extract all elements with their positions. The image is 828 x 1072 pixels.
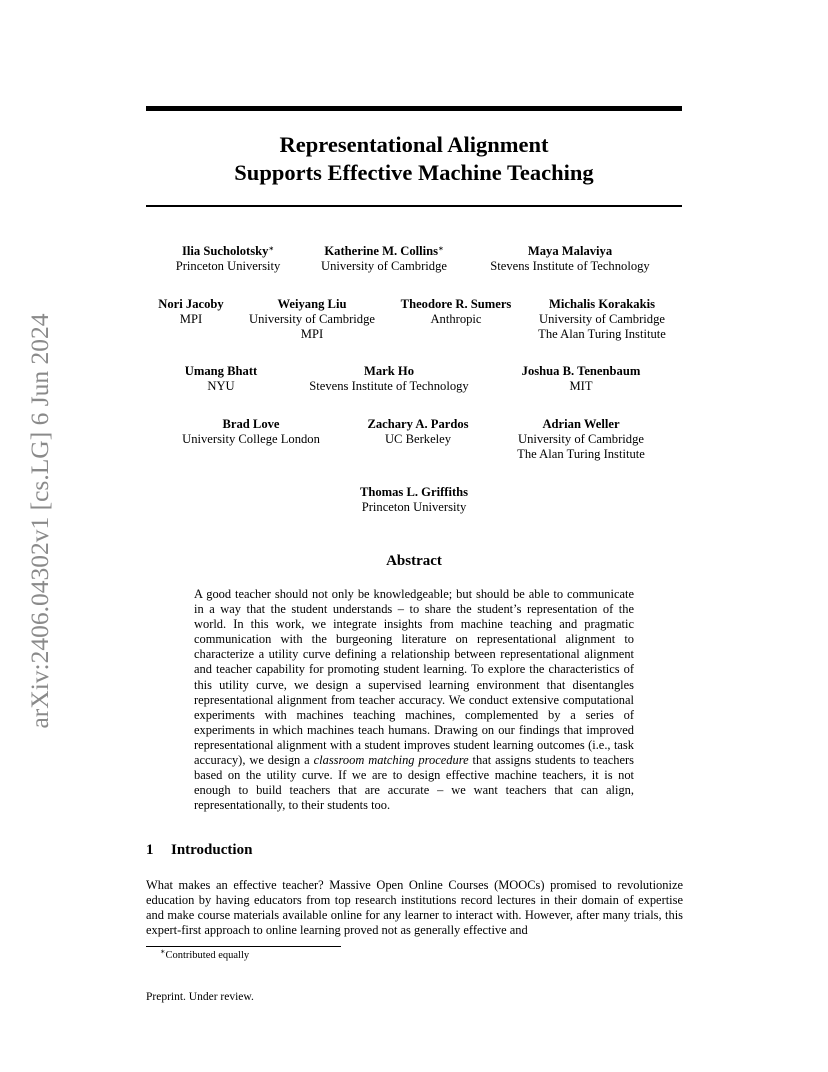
- title-line-1: Representational Alignment: [279, 132, 549, 157]
- author-name-text: Brad Love: [222, 417, 280, 431]
- author-name-text: Katherine M. Collins: [324, 244, 439, 258]
- author-entry: [490, 244, 649, 274]
- author-affiliation: Princeton University: [175, 259, 281, 273]
- author-affiliation: University of Cambridge: [321, 259, 447, 273]
- author-name: [517, 417, 645, 432]
- abstract-body: [194, 587, 634, 813]
- author-entry: [538, 297, 666, 342]
- author-entry: [522, 364, 641, 394]
- abstract-text-2: that assigns students to teachers based on the utility curve. If we are to design effective machine teachers, it is not enough to build teachers that are accurate – we want teachers that can align, representationally, to their students too.: [194, 753, 634, 813]
- author-affiliation: The Alan Turing Institute: [517, 447, 645, 461]
- author-name-text: Weiyang Liu: [277, 297, 347, 311]
- author-name-text: Ilia Sucholotsky: [182, 244, 269, 258]
- author-name: [321, 244, 447, 259]
- author-entry: [360, 485, 468, 515]
- preprint-notice: Preprint. Under review.: [146, 991, 254, 1003]
- author-name-text: Zachary A. Pardos: [367, 417, 469, 431]
- author-entry: [185, 364, 257, 394]
- author-name: [490, 244, 649, 259]
- author-entry: [401, 297, 512, 327]
- author-entry: [176, 244, 281, 274]
- author-name-text: Maya Malaviya: [527, 244, 613, 258]
- footnote-mark: ∗: [160, 947, 166, 956]
- author-affiliation: Stevens Institute of Technology: [490, 259, 650, 273]
- author-affiliation: The Alan Turing Institute: [538, 327, 666, 341]
- author-name-text: Adrian Weller: [542, 417, 620, 431]
- author-name: [401, 297, 512, 312]
- arxiv-identifier: arXiv:2406.04302v1 [cs.LG] 6 Jun 2024: [25, 313, 54, 729]
- author-name: [182, 417, 320, 432]
- title-bottom-rule: [146, 205, 682, 207]
- author-affiliation: Princeton University: [361, 500, 467, 514]
- author-affiliation: University of Cambridge: [539, 312, 665, 326]
- author-entry: [249, 297, 375, 342]
- author-name-text: Thomas L. Griffiths: [359, 485, 469, 499]
- section-heading: [146, 842, 252, 859]
- author-name: [360, 485, 468, 500]
- abstract-heading: Abstract: [386, 553, 442, 569]
- author-name: [158, 297, 223, 312]
- author-name-text: Umang Bhatt: [184, 364, 258, 378]
- author-affiliation: NYU: [207, 379, 235, 393]
- author-entry: [158, 297, 223, 327]
- abstract-text-1: A good teacher should not only be knowledgeable; but should be able to communicate in a way that the student understands – to share the student’s representation of the world. In this work, we integrate insights from machine teaching and pragmatic communication with the burgeoning literature on representational alignment to characterize a utility curve defining a relationship between representational alignment and teacher capability for promoting student learning. To explore the characteristics of this utility curve, we design a supervised learning environment that disentangles representational alignment from teacher accuracy. We conduct extensive computational experiments with machines teaching machines, complemented by a series of experiments in which machines teach humans. Drawing on our findings that improved representational alignment with a student improves student learning outcomes (i.e., task accuracy), we design a: [194, 587, 634, 768]
- author-affiliation: University College London: [182, 432, 320, 446]
- abstract-text-italic: classroom matching procedure: [313, 753, 469, 768]
- equal-contribution-mark: ∗: [268, 244, 274, 253]
- author-name: [538, 297, 666, 312]
- author-name-text: Michalis Korakakis: [548, 297, 656, 311]
- author-entry: [182, 417, 320, 447]
- author-affiliation: University of Cambridge: [518, 432, 644, 446]
- section-number: 1: [146, 842, 154, 858]
- author-name: [522, 364, 641, 379]
- author-name: [367, 417, 468, 432]
- author-name-text: Joshua B. Tenenbaum: [521, 364, 641, 378]
- title-top-rule: [146, 106, 682, 111]
- author-affiliation: MIT: [569, 379, 593, 393]
- section-title: Introduction: [171, 842, 253, 858]
- author-name: [185, 364, 257, 379]
- author-entry: [309, 364, 468, 394]
- author-name-text: Theodore R. Sumers: [400, 297, 512, 311]
- author-name: [309, 364, 468, 379]
- author-affiliation: University of Cambridge: [249, 312, 375, 326]
- author-name: [249, 297, 375, 312]
- equal-contribution-mark: ∗: [438, 244, 444, 253]
- author-name: [176, 244, 281, 259]
- author-entry: [517, 417, 645, 462]
- footnote: [160, 947, 250, 961]
- author-affiliation: MPI: [300, 327, 324, 341]
- introduction-paragraph: [146, 878, 683, 938]
- author-name-text: Nori Jacoby: [158, 297, 224, 311]
- paper-title: [146, 131, 682, 187]
- author-entry: [321, 244, 447, 274]
- author-affiliation: Anthropic: [430, 312, 482, 326]
- author-entry: [367, 417, 468, 447]
- author-affiliation: Stevens Institute of Technology: [309, 379, 469, 393]
- footnote-text: Contributed equally: [165, 950, 250, 961]
- author-name-text: Mark Ho: [363, 364, 415, 378]
- author-affiliation: UC Berkeley: [384, 432, 452, 446]
- author-affiliation: MPI: [179, 312, 203, 326]
- introduction-text: What makes an effective teacher? Massive Open Online Courses (MOOCs) promised to revolutionize education by having educators from top research institutions record lectures in their domain of expertise and make course materials available online for any learner to interact with. However, after many trials, this expert-first approach to online learning proved not as generally effective and: [146, 878, 683, 938]
- footnote-rule: [146, 946, 341, 947]
- title-line-2: Supports Effective Machine Teaching: [234, 160, 594, 185]
